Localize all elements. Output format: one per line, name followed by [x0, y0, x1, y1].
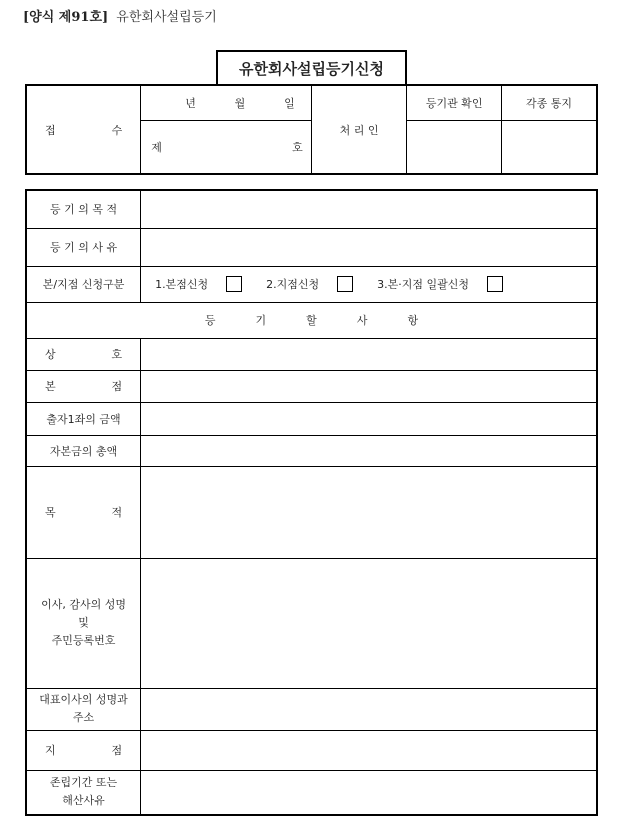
trade-name-char: 호 — [111, 348, 123, 361]
section-heading — [26, 302, 597, 338]
form-title: 유한회사설립등기신청 — [216, 50, 407, 84]
capital-total-label-cell — [26, 435, 141, 466]
unit-amount-input[interactable] — [141, 402, 597, 435]
receipt-number-cell[interactable] — [141, 120, 312, 174]
section-char: 할 — [306, 314, 317, 327]
day-label: 일 — [284, 96, 295, 110]
capital-total-label: 자본금의 총액 — [49, 444, 118, 458]
option-branch-label: 2.지점신청 — [266, 278, 320, 291]
processor-cell — [311, 85, 407, 174]
receipt-table — [25, 84, 598, 175]
branch-input[interactable] — [141, 730, 597, 770]
head-office-char: 점 — [111, 380, 123, 393]
representative-label-cell — [26, 688, 141, 730]
reason-input[interactable] — [141, 228, 597, 266]
section-char: 항 — [407, 314, 419, 327]
month-label: 월 — [234, 96, 246, 110]
registry-check-cell[interactable] — [407, 120, 502, 174]
purpose-input[interactable] — [141, 190, 597, 228]
section-char: 기 — [255, 314, 267, 327]
objective-label-cell — [26, 466, 141, 558]
representative-label-line: 대표이사의 성명과 — [39, 693, 128, 706]
capital-total-input[interactable] — [141, 435, 597, 466]
form-code: [양식 제91호] — [23, 10, 109, 25]
application-table — [25, 189, 598, 816]
receipt-label-cell — [26, 85, 141, 174]
representative-label-line: 주소 — [72, 711, 95, 724]
branch-char: 점 — [111, 744, 123, 757]
unit-amount-label: 출자1좌의 금액 — [46, 412, 121, 426]
duration-label-line: 존립기간 또는 — [49, 776, 118, 790]
notices-label: 각종 통지 — [525, 96, 572, 110]
notices-cell[interactable] — [501, 120, 597, 174]
section-char: 사 — [356, 314, 368, 327]
unit-amount-label-cell — [26, 402, 141, 435]
branch-char: 지 — [45, 744, 56, 757]
branch-type-label-cell — [26, 266, 141, 302]
reason-label-cell — [26, 228, 141, 266]
directors-label-line: 및 — [78, 616, 89, 629]
reason-label: 등 기 의 사 유 — [49, 241, 118, 254]
option-combined-label: 3.본·지점 일괄신청 — [377, 278, 469, 291]
option-combined-checkbox[interactable] — [487, 276, 503, 292]
directors-input[interactable] — [141, 558, 597, 688]
directors-label-cell — [26, 558, 141, 688]
duration-label-line: 해산사유 — [62, 794, 105, 808]
registry-check-label: 등기관 확인 — [425, 96, 483, 110]
directors-label-line: 주민등록번호 — [51, 634, 116, 647]
purpose-label-cell — [26, 190, 141, 228]
registry-check-header — [407, 85, 502, 120]
number-suffix: 호 — [292, 140, 303, 154]
objective-char: 목 — [45, 506, 56, 519]
option-head-office-label: 1.본점신청 — [155, 278, 209, 291]
option-branch-checkbox[interactable] — [337, 276, 353, 292]
objective-input[interactable] — [141, 466, 597, 558]
section-char: 등 — [204, 314, 216, 327]
head-office-label-cell — [26, 370, 141, 402]
notices-header — [501, 85, 597, 120]
duration-label-cell — [26, 770, 141, 815]
directors-label-line: 이사, 감사의 성명 — [41, 598, 126, 611]
head-office-input[interactable] — [141, 370, 597, 402]
form-name: 유한회사설립등기 — [116, 10, 217, 25]
branch-label-cell — [26, 730, 141, 770]
branch-type-options — [141, 266, 597, 302]
processor-label: 처 리 인 — [339, 123, 379, 137]
option-head-office-checkbox[interactable] — [226, 276, 242, 292]
duration-input[interactable] — [141, 770, 597, 815]
objective-char: 적 — [111, 506, 123, 519]
form-header — [23, 6, 217, 25]
year-label: 년 — [185, 96, 196, 110]
branch-type-label: 본/지점 신청구분 — [42, 278, 125, 291]
trade-name-char: 상 — [45, 348, 56, 361]
purpose-label: 등 기 의 목 적 — [49, 203, 118, 217]
trade-name-input[interactable] — [141, 338, 597, 370]
receipt-label-char: 수 — [111, 123, 123, 137]
receipt-date-cell[interactable] — [141, 85, 312, 120]
trade-name-label-cell — [26, 338, 141, 370]
receipt-label-char: 접 — [45, 123, 56, 137]
number-prefix: 제 — [151, 140, 162, 154]
head-office-char: 본 — [45, 380, 56, 393]
representative-input[interactable] — [141, 688, 597, 730]
